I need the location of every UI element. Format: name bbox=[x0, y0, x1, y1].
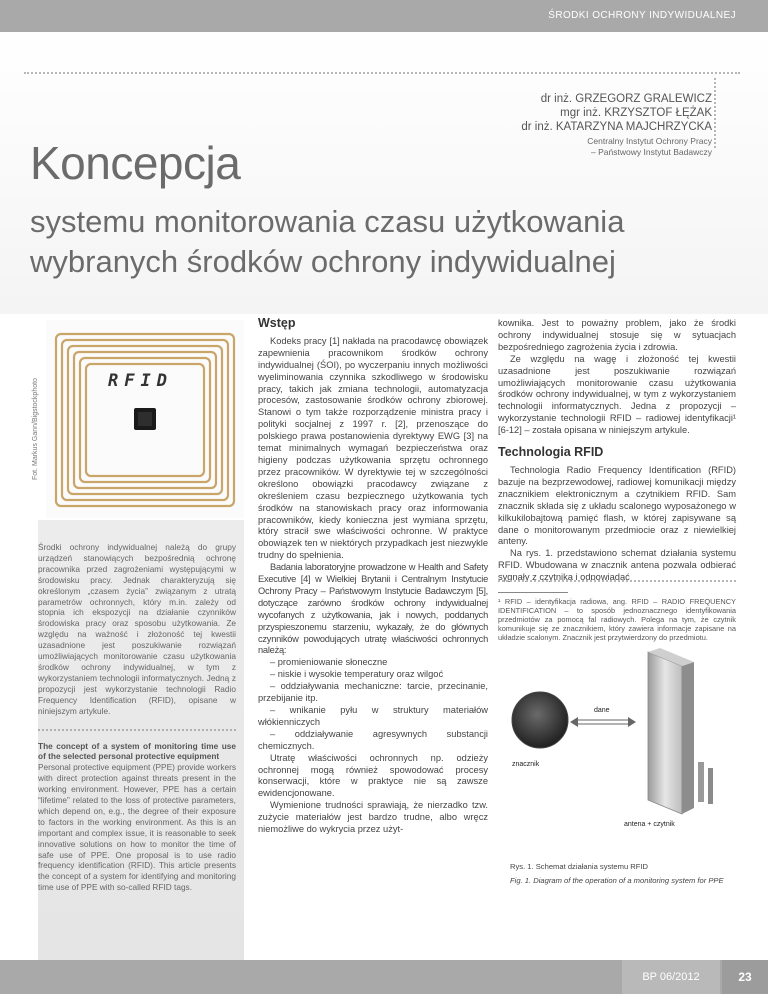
paragraph: Utratę właściwości ochronnych np. odzieży ochronnej mogą również spowodować procesy konserwacji, które w praktyce nie są zawsze ewidencjonowane. bbox=[258, 752, 488, 799]
paragraph: Wymienione trudności sprawiają, że nierzadko tzw. zużycie materiałów jest bardzo trudne, albo wręcz niemożliwe do wykrycia przez użyt- bbox=[258, 800, 488, 835]
list-item: – wnikanie pyłu w struktury materiałów włókienniczych bbox=[258, 705, 488, 727]
paragraph: Ze względu na wagę i złożoność tej kwestii uzasadnione jest poszukiwanie rozwiązań umożliwiających monitorowanie czasu użytkowania środków ochrony indywidualnej, w tym z wykorzystaniem technologii informatycznych. Jedna z propozycji – wykorzystanie technologii RFID – radiowej identyfikacji¹ [6-12] – została opisana w niniejszym artykule. bbox=[498, 353, 736, 436]
footnote: ¹ RFID – identyfikacja radiowa, ang. RFID – RADIO FREQUENCY IDENTIFICATION – to sposób jednoznacznego identyfikowania przedmiotów za pomocą fal radiowych. Polega na tym, że czytnik komunikuje się ze znacznikiem, który zawiera informacje zapisane na układzie scalonym. Znacznik jest przytwierdzony do przedmiotu. bbox=[498, 597, 736, 643]
author-name: dr inż. KATARZYNA MAJCHRZYCKA bbox=[521, 121, 712, 133]
paragraph: kownika. Jest to poważny problem, jako że środki ochrony indywidualnej stosuje się w sytuacjach bezpośredniego zagrożenia życia i zdrowia. bbox=[498, 318, 736, 352]
section-heading-rfid: Technologia RFID bbox=[498, 445, 604, 460]
abstract-sidebar bbox=[38, 520, 244, 994]
abstract-separator bbox=[38, 729, 236, 731]
list-item: – oddziaływania mechaniczne: tarcie, przecinanie, przebijanie itp. bbox=[258, 681, 488, 704]
author-name: dr inż. GRZEGORZ GRALEWICZ bbox=[540, 93, 712, 105]
institution-line: – Państwowy Instytut Badawczy bbox=[591, 146, 712, 157]
section-label: ŚRODKI OCHRONY INDYWIDUALNEJ bbox=[548, 10, 736, 21]
author-divider bbox=[714, 78, 716, 148]
label-reader: antena + czytnik bbox=[624, 821, 675, 828]
page-number: 23 bbox=[722, 960, 768, 994]
abstract-en-title: The concept of a system of monitoring time use of the selected personal protective equipment bbox=[38, 740, 236, 762]
abstract-en: Personal protective equipment (PPE) provide workers with direct protection against threats present in the working environment. However, PPE has a certain “lifetime” related to the loss of protective parameters, which depend on, e.g., the degree of their exposure to factors in the working environment. As this is an important and complex issue, it is reasonable to seek innovative solutions on how to monitor the time of safe use of PPE. One proposal is to use radio frequency identification (RFID). This article presents the concept of a system for identifying and monitoring time use of PPE with so-called RFID tags. bbox=[38, 762, 236, 893]
paragraph: Kodeks pracy [1] nakłada na pracodawcę obowiązek zapewnienia pracownikom środków ochrony indywidualnej (ŚOI), po wyczerpaniu innych możliwości wyeliminowania czynnika szkodliwego w środowisku pracy, takich jak zmiana technologii, automatyzacja procesów, zastosowanie środków ochrony zbiorowej. Stanowi o tym także rozporządzenie ministra pracy i polityki socjalnej z 1997 r. [2], przenoszące do polskiego prawa postanowienia dyrektywy EWG [3] na temat minimalnych wymagań bezpieczeństwa oraz higieny podczas użytkowania sprzętu ochronnego przez pracowników. W dyrektywie tej w szczególności określono obowiązki pracodawcy związane z określeniem czasu bezpiecznego użytkowania tych środków na stanowiskach pracy oraz informowania pracowników, kiedy konieczna jest wymiana sprzętu, który stracił swe właściwości ochronne. W praktyce obowiązek ten w niektórych przypadkach jest niezwykle trudny do spełnienia. bbox=[258, 335, 488, 561]
reader-antenna bbox=[648, 652, 682, 814]
rfid-tag-illustration bbox=[46, 320, 244, 518]
paragraph: Na rys. 1. przedstawiono schemat działania systemu RFID. Wbudowana w znacznik antena pozwala odbierać sygnały z czytnika i odpowiadać bbox=[498, 548, 736, 583]
top-bar bbox=[0, 0, 768, 32]
paragraph: Badania laboratoryjne prowadzone w Health and Safety Executive [4] w Wielkiej Brytanii i Centralnym Instytucie Ochrony Pracy – Państwowym Instytucie Badawczym [5], dotyczące zarówno środków ochrony indywidualnej wycofanych z użytkowania, jak i nowych, poddanych przyspieszonemu starzeniu, wykazały, że do głównych czynników powodujących utratę właściwości ochronnych należą: bbox=[258, 562, 488, 656]
caption-en: Fig. 1. Diagram of the operation of a monitoring system for PPE bbox=[510, 875, 724, 885]
author-list bbox=[521, 92, 712, 134]
figure-rfid-diagram bbox=[498, 582, 736, 834]
list-item: – niskie i wysokie temperatury oraz wilgoć bbox=[270, 669, 444, 680]
institution bbox=[587, 136, 712, 157]
rfid-diagram bbox=[498, 582, 736, 834]
list-item: – oddziaływanie agresywnych substancji chemicznych. bbox=[258, 728, 488, 751]
text-column-1 bbox=[258, 318, 488, 836]
issue-label: BP 06/2012 bbox=[622, 960, 720, 994]
label-tag: znacznik bbox=[512, 761, 540, 768]
author-name: mgr inż. KRZYSZTOF ŁĘŻAK bbox=[560, 107, 712, 119]
label-data: dane bbox=[594, 707, 610, 714]
institution-line: Centralny Instytut Ochrony Pracy bbox=[587, 136, 712, 146]
figure-caption bbox=[510, 862, 730, 885]
photo-credit-holder: Fot. Markus Gann/Bigstockphoto bbox=[32, 378, 39, 480]
article-subtitle: systemu monitorowania czasu użytkowania wybranych środków ochrony indywidualnej bbox=[30, 204, 625, 279]
list-item: – promieniowanie słoneczne bbox=[270, 657, 388, 668]
article-title: Koncepcja bbox=[30, 137, 241, 189]
header-divider bbox=[24, 72, 740, 74]
rfid-photo bbox=[46, 320, 244, 518]
rfid-tag-text: RFID bbox=[108, 371, 173, 391]
abstract-pl: Środki ochrony indywidualnej należą do grupy urządzeń stanowiących bezpośrednią ochronę pracownika przed zagrożeniami występującymi w środowisku pracy. Jednak charakteryzują się określonym „czasem życia” związanym z utratą parametrów ochronnych, który m.in. zależy od stopnia ich ekspozycji na działanie czynników środowiska pracy oraz sposobu użytkowania. Ze względu na ważność i złożoność tej kwestii uzasadnione jest poszukiwanie rozwiązań umożliwiających monitorowanie czasu użytkowania środków ochrony indywidualnej, w tym z wykorzystaniem technologii informatycznych. Jedną z propozycji jest wykorzystanie technologii Radio Frequency Identification (RFID), opisane w niniejszym artykule. bbox=[38, 542, 236, 716]
paragraph: Technologia Radio Frequency Identification (RFID) bazuje na bezprzewodowej, radiowej komunikacji między znacznikiem elektronicznym a czytnikiem RFID. Sam znacznik składa się z układu scalonego wyposażonego w kilkukilobajtową pamięć flash, w której zapisywane są dane o monitorowanym przedmiocie oraz z niewielkiej anteny. bbox=[498, 464, 736, 547]
caption-pl: Rys. 1. Schemat działania systemu RFID bbox=[510, 862, 649, 871]
section-heading-intro: Wstęp bbox=[258, 316, 296, 330]
